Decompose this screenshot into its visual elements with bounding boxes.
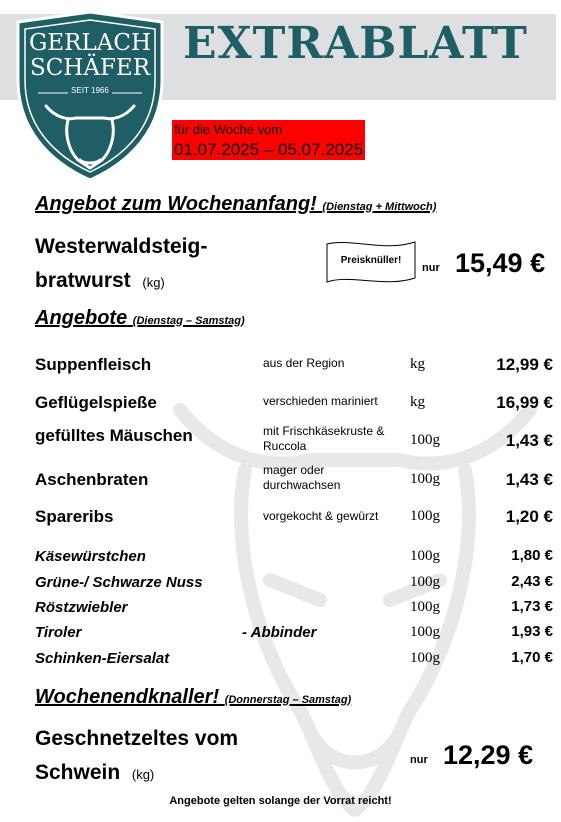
sausage-price: 1,70 € (511, 649, 553, 666)
offer-name: Spareribs (35, 507, 114, 526)
offer-unit: kg (410, 394, 425, 410)
wavy-flag-badge-icon (325, 240, 417, 286)
badge-text: Preisknüller! (340, 255, 402, 266)
sausage-unit: 100g (410, 574, 440, 590)
weekend-nur-label: nur (410, 754, 428, 766)
sausage-name: Tiroler (35, 624, 82, 641)
sausage-name: Käsewürstchen (35, 548, 146, 565)
sausage-name: Schinken-Eiersalat (35, 650, 170, 667)
offer-name: gefülltes Mäuschen (35, 426, 193, 445)
start-nur-label: nur (422, 262, 440, 274)
start-product-unit: (kg) (142, 275, 165, 290)
section-offers-days: (Dienstag – Samstag) (132, 315, 245, 327)
sausage-price: 1,80 € (511, 547, 553, 564)
week-range-box (172, 120, 365, 160)
start-price: 15,49 € (455, 248, 546, 278)
offer-unit: 100g (410, 508, 440, 524)
start-product-name: Westerwaldsteig- bratwurst (kg) (35, 235, 208, 292)
offer-name: Aschenbraten (35, 470, 149, 489)
offer-unit: 100g (410, 432, 440, 448)
offer-price: 1,43 € (505, 470, 553, 489)
logo-name-line1: GERLACH (28, 30, 152, 56)
section-heading-start: Angebot zum Wochenanfang! (Dienstag + Mittwoch) (35, 193, 437, 215)
logo-name-line2: SCHÄFER (29, 55, 151, 81)
weekend-price: 12,29 € (443, 740, 534, 770)
sausage-price: 2,43 € (511, 573, 553, 590)
offer-name: Geflügelspieße (35, 393, 157, 412)
section-heading-weekend: Wochenendknaller! (Donnerstag – Samstag) (35, 686, 352, 708)
offer-unit: kg (410, 356, 425, 372)
offer-price: 1,20 € (505, 507, 553, 526)
page-title: EXTRABLATT (183, 18, 528, 69)
section-start-days: (Dienstag + Mittwoch) (322, 201, 437, 213)
offer-name: Suppenfleisch (35, 355, 152, 374)
weekend-product-unit: (kg) (131, 767, 155, 782)
offer-unit: 100g (410, 471, 440, 487)
sausage-name: Grüne-/ Schwarze Nuss (35, 574, 203, 591)
week-label: für die Woche vom (174, 122, 283, 137)
sausage-unit: 100g (410, 650, 440, 666)
offer-desc: mager oder durchwachsen (263, 463, 341, 492)
weekend-product-name: Geschnetzeltes vom Schwein (kg) (35, 727, 239, 784)
sausage-price: 1,93 € (511, 623, 553, 640)
section-heading-offers: Angebote (Dienstag – Samstag) (35, 307, 245, 329)
logo-since: SEIT 1966 (71, 86, 109, 95)
offer-desc: vorgekocht & gewürzt (263, 509, 379, 523)
offer-price: 1,43 € (505, 431, 553, 450)
sausage-name: Röstzwiebler (35, 599, 128, 616)
offer-price: 16,99 € (496, 393, 553, 412)
section-weekend-days: (Donnerstag – Samstag) (224, 694, 352, 706)
offer-desc: aus der Region (263, 356, 345, 370)
sausage-unit: 100g (410, 548, 440, 564)
footer-note: Angebote gelten solange der Vorrat reicht! (169, 795, 392, 807)
sausage-unit: 100g (410, 624, 440, 640)
week-range: 01.07.2025 – 05.07.2025 (174, 140, 364, 159)
sausage-unit: 100g (410, 599, 440, 615)
offer-desc: verschieden mariniert (263, 394, 378, 408)
sausage-price: 1,73 € (511, 598, 553, 615)
sausage-extra: - Abbinder (242, 624, 317, 641)
offer-price: 12,99 € (496, 355, 553, 374)
offer-desc: mit Frischkäsekruste & Ruccola (263, 424, 385, 453)
bull-head-shield-logo-icon (12, 10, 168, 182)
